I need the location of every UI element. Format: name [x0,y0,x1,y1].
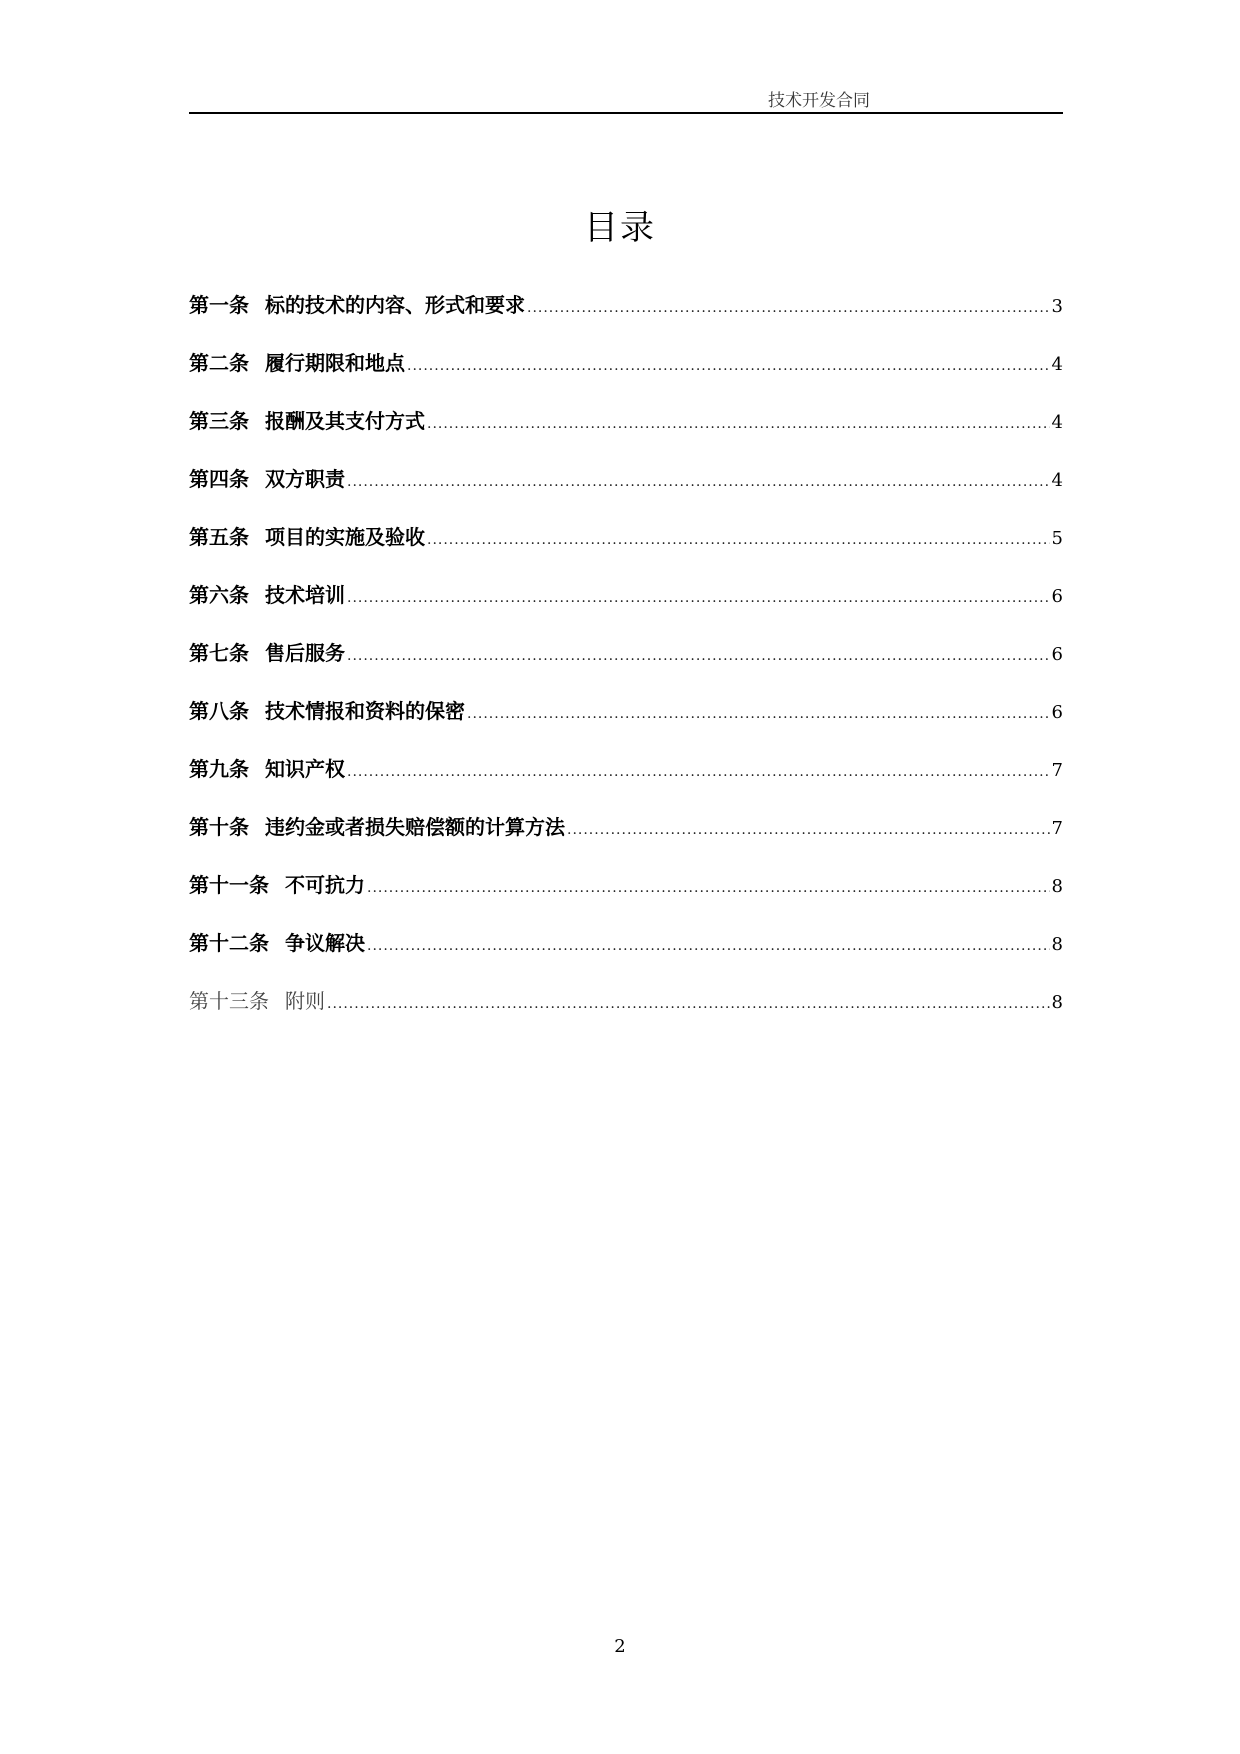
toc-dot-leader [427,407,1050,441]
toc-dot-leader [367,929,1050,963]
toc-item-10[interactable] [189,810,1063,868]
toc-item-page: 4 [1051,470,1063,491]
toc-item-page: 6 [1051,644,1063,665]
table-of-contents [189,288,1063,1042]
toc-item-label: 双方职责 [265,467,345,491]
toc-item-number: 第九条 [189,757,249,781]
toc-item-number: 第十二条 [189,931,269,955]
toc-item-number: 第十三条 [189,989,269,1013]
toc-dot-leader [347,639,1050,673]
toc-item-number: 第八条 [189,699,249,723]
toc-title: 目录 [584,208,656,248]
toc-item-number: 第六条 [189,583,249,607]
toc-item-label: 技术情报和资料的保密 [265,699,465,723]
toc-dot-leader [347,465,1050,499]
toc-item-label: 标的技术的内容、形式和要求 [265,293,525,317]
toc-dot-leader [567,813,1050,847]
toc-item-page: 3 [1051,296,1063,317]
toc-item-number: 第二条 [189,351,249,375]
toc-item-page: 6 [1051,702,1063,723]
toc-item-number: 第三条 [189,409,249,433]
toc-item-number: 第十一条 [189,873,269,897]
toc-item-label: 履行期限和地点 [265,351,405,375]
toc-item-label: 报酬及其支付方式 [265,409,425,433]
toc-item-label: 项目的实施及验收 [265,525,425,549]
toc-dot-leader [527,291,1050,325]
toc-item-8[interactable] [189,694,1063,752]
toc-item-number: 第十条 [189,815,249,839]
toc-item-9[interactable] [189,752,1063,810]
page-header [189,84,1063,114]
toc-item-label: 知识产权 [265,757,345,781]
toc-dot-leader [347,581,1050,615]
toc-item-3[interactable] [189,404,1063,462]
toc-dot-leader [347,755,1050,789]
toc-item-number: 第五条 [189,525,249,549]
toc-item-5[interactable] [189,520,1063,578]
toc-item-2[interactable] [189,346,1063,404]
toc-item-page: 7 [1051,760,1063,781]
toc-item-page: 6 [1051,586,1063,607]
toc-item-label: 违约金或者损失赔偿额的计算方法 [265,815,565,839]
toc-item-number: 第七条 [189,641,249,665]
toc-item-1[interactable] [189,288,1063,346]
toc-dot-leader [467,697,1050,731]
toc-item-label: 争议解决 [285,931,365,955]
toc-item-page: 8 [1051,934,1063,955]
toc-item-page: 5 [1051,528,1063,549]
toc-item-number: 第一条 [189,293,249,317]
toc-item-page: 4 [1051,412,1063,433]
toc-dot-leader [367,871,1050,905]
toc-item-13[interactable] [189,984,1063,1042]
toc-dot-leader [427,523,1050,557]
toc-item-page: 8 [1051,992,1063,1013]
toc-item-label: 技术培训 [265,583,345,607]
header-title: 技术开发合同 [768,91,870,111]
toc-item-page: 7 [1051,818,1063,839]
toc-item-7[interactable] [189,636,1063,694]
toc-item-12[interactable] [189,926,1063,984]
toc-dot-leader [327,987,1050,1021]
toc-item-page: 8 [1051,876,1063,897]
toc-item-page: 4 [1051,354,1063,375]
toc-dot-leader [407,349,1050,383]
toc-item-label: 附则 [285,989,325,1013]
toc-item-6[interactable] [189,578,1063,636]
toc-item-label: 售后服务 [265,641,345,665]
toc-item-4[interactable] [189,462,1063,520]
toc-item-label: 不可抗力 [285,873,365,897]
toc-item-number: 第四条 [189,467,249,491]
toc-item-11[interactable] [189,868,1063,926]
page-number: 2 [614,1636,626,1657]
